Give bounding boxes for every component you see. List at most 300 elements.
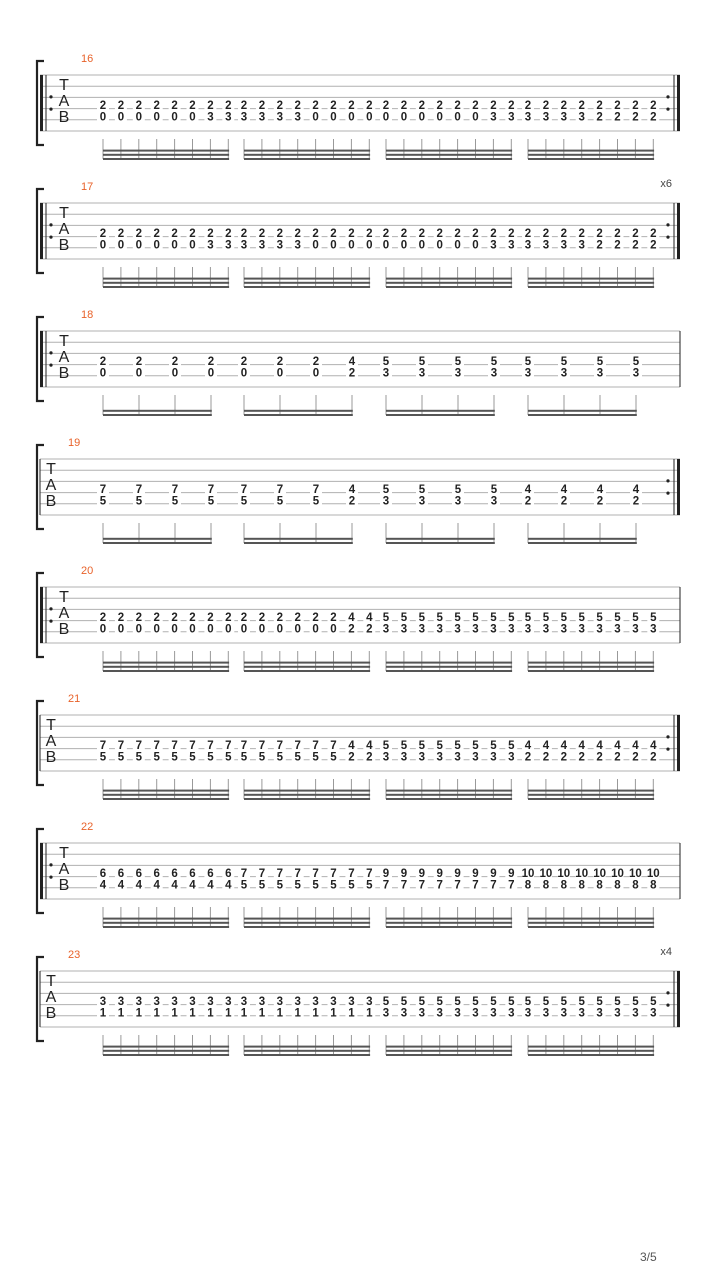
fret-number: 2 bbox=[117, 612, 125, 625]
fret-number: 2 bbox=[276, 100, 284, 113]
fret-number: 2 bbox=[189, 228, 196, 241]
beam bbox=[103, 154, 229, 156]
fret-number: 6 bbox=[189, 868, 196, 881]
beam bbox=[386, 670, 512, 672]
fret-number: 2 bbox=[614, 239, 621, 252]
fret-number: 5 bbox=[490, 356, 498, 369]
fret-number: 3 bbox=[400, 1007, 408, 1020]
fret-number: 4 bbox=[596, 740, 603, 753]
fret-number: 5 bbox=[418, 356, 426, 369]
fret-number: 8 bbox=[578, 879, 585, 892]
fret-number: 3 bbox=[596, 367, 604, 380]
fret-number: 3 bbox=[490, 1007, 497, 1020]
fret-number: 4 bbox=[632, 740, 639, 753]
note-chord bbox=[310, 483, 322, 543]
beam bbox=[244, 410, 353, 412]
fret-number: 2 bbox=[294, 228, 301, 241]
fret-number: 0 bbox=[171, 239, 178, 252]
fret-number: 7 bbox=[348, 868, 355, 881]
fret-number: 3 bbox=[418, 751, 426, 764]
fret-number: 3 bbox=[225, 111, 232, 124]
note-chord bbox=[133, 483, 145, 543]
fret-number: 2 bbox=[258, 100, 266, 113]
fret-number: 3 bbox=[560, 367, 568, 380]
tab-clef-b: B bbox=[45, 1005, 57, 1022]
fret-number: 3 bbox=[454, 495, 462, 508]
fret-number: 5 bbox=[276, 495, 284, 508]
fret-number: 3 bbox=[560, 623, 568, 636]
beam bbox=[386, 410, 495, 412]
fret-number: 5 bbox=[240, 751, 248, 764]
beam bbox=[244, 150, 370, 152]
measure-number: 16 bbox=[81, 53, 94, 65]
fret-number: 3 bbox=[312, 996, 319, 1009]
fret-number: 9 bbox=[400, 868, 408, 881]
fret-number: 7 bbox=[382, 879, 390, 892]
fret-number: 2 bbox=[382, 100, 390, 113]
measure-number: 22 bbox=[81, 821, 94, 833]
fret-number: 7 bbox=[454, 879, 461, 892]
beam bbox=[386, 666, 512, 668]
fret-number: 7 bbox=[240, 740, 248, 753]
fret-number: 3 bbox=[436, 1007, 443, 1020]
note-chord bbox=[133, 355, 145, 415]
fret-number: 1 bbox=[348, 1007, 355, 1020]
fret-number: 3 bbox=[490, 111, 497, 124]
fret-number: 5 bbox=[258, 751, 266, 764]
fret-number: 3 bbox=[578, 239, 585, 252]
fret-number: 3 bbox=[454, 623, 461, 636]
fret-number: 9 bbox=[382, 868, 390, 881]
fret-number: 5 bbox=[400, 740, 408, 753]
tab-clef-b: B bbox=[58, 877, 70, 894]
fret-number: 2 bbox=[348, 367, 356, 380]
fret-number: 5 bbox=[490, 740, 497, 753]
repeat-dot bbox=[666, 1004, 669, 1007]
fret-number: 3 bbox=[135, 996, 143, 1009]
fret-number: 2 bbox=[171, 228, 178, 241]
fret-number: 2 bbox=[578, 100, 585, 113]
fret-number: 3 bbox=[348, 996, 355, 1009]
beam bbox=[528, 542, 637, 544]
fret-number: 2 bbox=[276, 228, 284, 241]
beam bbox=[528, 1054, 654, 1056]
fret-number: 2 bbox=[258, 228, 266, 241]
beam bbox=[244, 154, 370, 156]
note-chord bbox=[488, 355, 500, 415]
repeat-dot bbox=[666, 236, 669, 239]
fret-number: 0 bbox=[382, 239, 390, 252]
fret-number: 8 bbox=[542, 879, 550, 892]
fret-number: 5 bbox=[382, 996, 390, 1009]
fret-number: 3 bbox=[418, 495, 426, 508]
beam bbox=[386, 278, 512, 280]
fret-number: 5 bbox=[542, 996, 550, 1009]
fret-number: 6 bbox=[99, 868, 107, 881]
measure-number: 20 bbox=[81, 565, 94, 577]
fret-number: 2 bbox=[632, 100, 639, 113]
fret-number: 2 bbox=[330, 100, 337, 113]
fret-number: 2 bbox=[189, 612, 196, 625]
fret-number: 2 bbox=[524, 100, 532, 113]
fret-number: 3 bbox=[400, 623, 408, 636]
beam bbox=[386, 286, 512, 288]
fret-number: 2 bbox=[207, 612, 214, 625]
fret-number: 0 bbox=[153, 111, 160, 124]
fret-number: 2 bbox=[99, 228, 107, 241]
fret-number: 2 bbox=[171, 356, 179, 369]
beam bbox=[386, 922, 512, 924]
tab-clef-b: B bbox=[58, 109, 70, 126]
fret-number: 6 bbox=[225, 868, 232, 881]
fret-number: 10 bbox=[575, 868, 589, 881]
fret-number: 7 bbox=[418, 879, 426, 892]
beam bbox=[103, 666, 229, 668]
fret-number: 3 bbox=[524, 367, 532, 380]
system-20 bbox=[37, 565, 680, 672]
fret-number: 2 bbox=[312, 356, 320, 369]
fret-number: 4 bbox=[348, 484, 356, 497]
fret-number: 1 bbox=[366, 1007, 373, 1020]
beam bbox=[528, 150, 654, 152]
fret-number: 5 bbox=[382, 356, 390, 369]
tab-clef-a: A bbox=[58, 605, 70, 622]
fret-number: 9 bbox=[418, 868, 426, 881]
fret-number: 3 bbox=[207, 996, 214, 1009]
fret-number: 2 bbox=[366, 100, 373, 113]
fret-number: 4 bbox=[171, 879, 178, 892]
tab-clef-t: T bbox=[46, 717, 56, 734]
fret-number: 0 bbox=[171, 623, 178, 636]
repeat-dot bbox=[666, 748, 669, 751]
fret-number: 2 bbox=[348, 623, 355, 636]
fret-number: 5 bbox=[472, 740, 479, 753]
fret-number: 2 bbox=[240, 612, 248, 625]
fret-number: 5 bbox=[472, 612, 479, 625]
tab-clef-a: A bbox=[45, 733, 57, 750]
fret-number: 1 bbox=[276, 1007, 284, 1020]
fret-number: 2 bbox=[99, 612, 107, 625]
beam bbox=[528, 922, 654, 924]
repeat-start-thick-bar bbox=[40, 75, 43, 131]
fret-number: 2 bbox=[240, 356, 248, 369]
note-chord bbox=[630, 355, 642, 415]
beam bbox=[528, 794, 654, 796]
fret-number: 4 bbox=[348, 612, 355, 625]
fret-number: 2 bbox=[330, 228, 337, 241]
fret-number: 7 bbox=[400, 879, 408, 892]
beam bbox=[528, 158, 654, 160]
fret-number: 10 bbox=[557, 868, 571, 881]
fret-number: 3 bbox=[276, 111, 284, 124]
fret-number: 3 bbox=[578, 111, 585, 124]
fret-number: 0 bbox=[276, 623, 284, 636]
fret-number: 4 bbox=[366, 612, 373, 625]
fret-number: 2 bbox=[312, 612, 319, 625]
fret-number: 5 bbox=[225, 751, 232, 764]
note-chord bbox=[452, 355, 464, 415]
fret-number: 7 bbox=[258, 740, 266, 753]
fret-number: 0 bbox=[153, 623, 160, 636]
fret-number: 3 bbox=[472, 623, 479, 636]
fret-number: 2 bbox=[366, 228, 373, 241]
fret-number: 2 bbox=[560, 751, 568, 764]
fret-number: 2 bbox=[632, 495, 640, 508]
beam bbox=[244, 1054, 370, 1056]
fret-number: 2 bbox=[454, 228, 461, 241]
fret-number: 3 bbox=[382, 1007, 390, 1020]
fret-number: 5 bbox=[490, 484, 498, 497]
fret-number: 5 bbox=[171, 751, 178, 764]
fret-number: 0 bbox=[276, 367, 284, 380]
fret-number: 3 bbox=[240, 239, 248, 252]
fret-number: 3 bbox=[294, 996, 301, 1009]
fret-number: 5 bbox=[330, 751, 337, 764]
note-chord bbox=[274, 483, 286, 543]
fret-number: 2 bbox=[153, 228, 160, 241]
beam bbox=[103, 410, 212, 412]
fret-number: 0 bbox=[312, 111, 319, 124]
fret-number: 2 bbox=[99, 356, 107, 369]
fret-number: 5 bbox=[418, 484, 426, 497]
beam bbox=[103, 790, 229, 792]
fret-number: 8 bbox=[560, 879, 568, 892]
fret-number: 3 bbox=[524, 1007, 532, 1020]
fret-number: 5 bbox=[99, 751, 107, 764]
fret-number: 0 bbox=[99, 623, 107, 636]
fret-number: 5 bbox=[207, 495, 215, 508]
fret-number: 10 bbox=[593, 868, 606, 881]
beam bbox=[386, 414, 495, 416]
beam bbox=[386, 794, 512, 796]
repeat-dot bbox=[666, 223, 669, 226]
fret-number: 3 bbox=[99, 996, 107, 1009]
fret-number: 7 bbox=[207, 484, 215, 497]
beam bbox=[244, 1046, 370, 1048]
fret-number: 2 bbox=[436, 228, 443, 241]
fret-number: 2 bbox=[542, 751, 550, 764]
fret-number: 6 bbox=[117, 868, 125, 881]
fret-number: 6 bbox=[171, 868, 178, 881]
fret-number: 0 bbox=[348, 239, 355, 252]
beam bbox=[244, 278, 370, 280]
fret-number: 7 bbox=[171, 740, 178, 753]
repeat-end-thick-bar bbox=[677, 75, 680, 131]
repeat-dot bbox=[49, 223, 52, 226]
beam bbox=[528, 278, 654, 280]
beam bbox=[244, 538, 353, 540]
fret-number: 3 bbox=[382, 495, 390, 508]
fret-number: 5 bbox=[454, 740, 461, 753]
repeat-end-thick-bar bbox=[677, 203, 680, 259]
fret-number: 5 bbox=[560, 996, 568, 1009]
note-chord bbox=[416, 483, 428, 543]
fret-number: 5 bbox=[454, 612, 461, 625]
fret-number: 2 bbox=[632, 111, 639, 124]
repeat-count-label: x4 bbox=[660, 946, 672, 958]
fret-number: 5 bbox=[294, 879, 301, 892]
fret-number: 0 bbox=[436, 111, 443, 124]
fret-number: 2 bbox=[650, 100, 657, 113]
tab-clef-a: A bbox=[45, 989, 57, 1006]
note-chord bbox=[452, 483, 464, 543]
fret-number: 5 bbox=[312, 879, 319, 892]
beam bbox=[103, 282, 229, 284]
fret-number: 0 bbox=[171, 367, 179, 380]
tab-clef-a: A bbox=[58, 221, 70, 238]
note-chord bbox=[346, 483, 358, 543]
fret-number: 3 bbox=[454, 367, 462, 380]
fret-number: 2 bbox=[632, 239, 639, 252]
beam bbox=[386, 158, 512, 160]
fret-number: 0 bbox=[366, 239, 373, 252]
fret-number: 0 bbox=[418, 111, 426, 124]
fret-number: 5 bbox=[400, 996, 408, 1009]
fret-number: 4 bbox=[207, 879, 214, 892]
fret-number: 5 bbox=[99, 495, 107, 508]
fret-number: 5 bbox=[348, 879, 355, 892]
fret-number: 3 bbox=[400, 751, 408, 764]
system-23 bbox=[37, 946, 680, 1056]
fret-number: 3 bbox=[508, 111, 515, 124]
fret-number: 3 bbox=[294, 239, 301, 252]
fret-number: 3 bbox=[508, 1007, 515, 1020]
beam bbox=[244, 790, 370, 792]
fret-number: 5 bbox=[454, 484, 462, 497]
beam bbox=[386, 154, 512, 156]
fret-number: 7 bbox=[330, 868, 337, 881]
fret-number: 0 bbox=[366, 111, 373, 124]
fret-number: 2 bbox=[348, 751, 355, 764]
fret-number: 3 bbox=[632, 367, 640, 380]
fret-number: 7 bbox=[276, 868, 284, 881]
fret-number: 5 bbox=[508, 996, 515, 1009]
fret-number: 5 bbox=[276, 879, 284, 892]
fret-number: 3 bbox=[650, 623, 657, 636]
beam bbox=[103, 538, 212, 540]
note-chord bbox=[380, 355, 392, 415]
fret-number: 0 bbox=[135, 367, 143, 380]
fret-number: 0 bbox=[225, 623, 232, 636]
note-chord bbox=[522, 355, 534, 415]
fret-number: 5 bbox=[472, 996, 479, 1009]
measure-number: 21 bbox=[68, 693, 81, 705]
fret-number: 7 bbox=[225, 740, 232, 753]
fret-number: 5 bbox=[276, 751, 284, 764]
fret-number: 0 bbox=[135, 111, 143, 124]
fret-number: 2 bbox=[258, 612, 266, 625]
repeat-dot bbox=[49, 364, 52, 367]
fret-number: 3 bbox=[418, 367, 426, 380]
tab-clef-t: T bbox=[46, 461, 56, 478]
fret-number: 3 bbox=[524, 111, 532, 124]
beam bbox=[244, 922, 370, 924]
fret-number: 5 bbox=[524, 996, 532, 1009]
fret-number: 5 bbox=[524, 612, 532, 625]
fret-number: 0 bbox=[472, 111, 479, 124]
fret-number: 3 bbox=[436, 751, 443, 764]
beam bbox=[103, 414, 212, 416]
fret-number: 0 bbox=[117, 623, 125, 636]
fret-number: 3 bbox=[258, 239, 266, 252]
fret-number: 6 bbox=[135, 868, 143, 881]
fret-number: 9 bbox=[454, 868, 461, 881]
repeat-dot bbox=[666, 108, 669, 111]
note-chord bbox=[274, 355, 286, 415]
fret-number: 2 bbox=[153, 612, 160, 625]
fret-number: 2 bbox=[418, 100, 426, 113]
fret-number: 2 bbox=[650, 239, 657, 252]
fret-number: 2 bbox=[650, 111, 657, 124]
fret-number: 0 bbox=[472, 239, 479, 252]
beam bbox=[528, 1050, 654, 1052]
fret-number: 2 bbox=[348, 228, 355, 241]
fret-number: 2 bbox=[454, 100, 461, 113]
fret-number: 2 bbox=[294, 612, 301, 625]
beam bbox=[103, 542, 212, 544]
fret-number: 7 bbox=[330, 740, 337, 753]
fret-number: 2 bbox=[436, 100, 443, 113]
repeat-dot bbox=[49, 95, 52, 98]
fret-number: 0 bbox=[454, 239, 461, 252]
fret-number: 3 bbox=[524, 239, 532, 252]
beam bbox=[386, 1050, 512, 1052]
fret-number: 2 bbox=[596, 495, 604, 508]
fret-number: 10 bbox=[521, 868, 535, 881]
fret-number: 2 bbox=[632, 228, 639, 241]
fret-number: 5 bbox=[508, 612, 515, 625]
fret-number: 8 bbox=[524, 879, 532, 892]
fret-number: 5 bbox=[578, 612, 585, 625]
fret-number: 2 bbox=[366, 751, 373, 764]
fret-number: 5 bbox=[632, 996, 639, 1009]
fret-number: 6 bbox=[207, 868, 214, 881]
fret-number: 3 bbox=[418, 623, 426, 636]
note-chord bbox=[97, 483, 109, 543]
fret-number: 2 bbox=[382, 228, 390, 241]
fret-number: 5 bbox=[614, 612, 621, 625]
fret-number: 5 bbox=[366, 879, 373, 892]
fret-number: 5 bbox=[240, 879, 248, 892]
fret-number: 2 bbox=[614, 100, 621, 113]
fret-number: 2 bbox=[153, 100, 160, 113]
tab-clef-a: A bbox=[58, 93, 70, 110]
fret-number: 9 bbox=[436, 868, 443, 881]
tab-clef-t: T bbox=[59, 589, 69, 606]
beam bbox=[103, 1050, 229, 1052]
fret-number: 3 bbox=[542, 239, 550, 252]
fret-number: 7 bbox=[171, 484, 179, 497]
fret-number: 0 bbox=[240, 367, 248, 380]
beam bbox=[528, 1046, 654, 1048]
fret-number: 3 bbox=[542, 623, 550, 636]
fret-number: 3 bbox=[490, 367, 498, 380]
fret-number: 3 bbox=[171, 996, 178, 1009]
fret-number: 2 bbox=[508, 228, 515, 241]
beam bbox=[103, 926, 229, 928]
tab-clef-t: T bbox=[59, 205, 69, 222]
fret-number: 5 bbox=[382, 612, 390, 625]
fret-number: 3 bbox=[436, 623, 443, 636]
fret-number: 3 bbox=[490, 623, 497, 636]
fret-number: 0 bbox=[382, 111, 390, 124]
beam bbox=[386, 918, 512, 920]
fret-number: 7 bbox=[294, 868, 301, 881]
fret-number: 3 bbox=[560, 239, 568, 252]
fret-number: 3 bbox=[382, 367, 390, 380]
fret-number: 7 bbox=[312, 484, 320, 497]
fret-number: 2 bbox=[135, 228, 143, 241]
